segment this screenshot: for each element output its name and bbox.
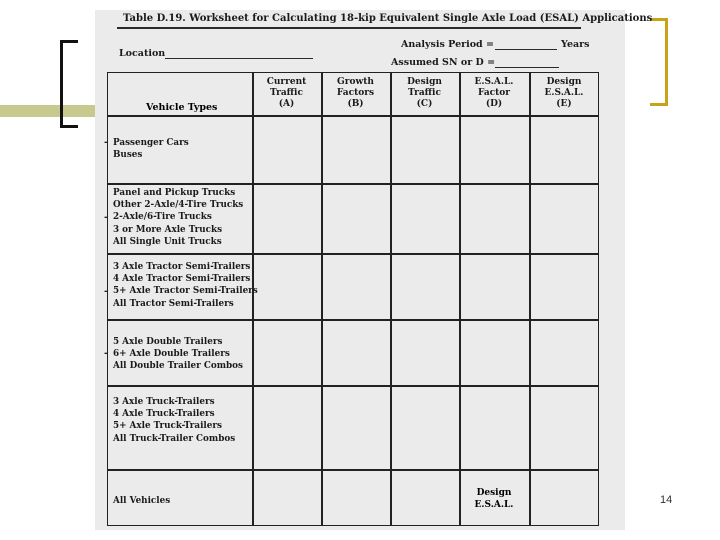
vehicle-types-header: Vehicle Types xyxy=(146,102,218,113)
row-divider xyxy=(108,469,598,471)
location-line xyxy=(165,58,313,59)
right-bracket-decoration xyxy=(650,18,668,106)
column-header-esal-factor: E.S.A.L. Factor (D) xyxy=(474,77,514,109)
col-divider xyxy=(390,73,392,525)
all-vehicles-label: All Vehicles xyxy=(113,496,171,506)
row-group-single-unit-trucks: - Panel and Pickup Trucks Other 2-Axle/4-Tire Trucks 2-Axle/6-Tire Trucks 3 or More Axle Trucks All Single Unit Trucks xyxy=(104,188,244,247)
header-divider xyxy=(108,115,598,117)
row-divider xyxy=(108,183,598,185)
column-header-current-traffic: Current Traffic (A) xyxy=(266,77,307,109)
design-esal-total-label: Design E.S.A.L. xyxy=(474,488,514,510)
col-divider xyxy=(321,73,323,525)
analysis-period-unit: Years xyxy=(561,39,590,50)
assumed-sn-line xyxy=(495,67,559,68)
row-group-tractor-semi-trailers: - 3 Axle Tractor Semi-Trailers 4 Axle Tractor Semi-Trailers 5+ Axle Tractor Semi-Trailers All Tractor Semi-Trailers xyxy=(104,262,258,309)
col-divider xyxy=(529,73,531,525)
olive-accent-bar xyxy=(0,105,98,117)
col-divider xyxy=(459,73,461,525)
location-label: Location xyxy=(119,48,166,59)
margin-mark: - xyxy=(104,212,109,223)
left-bracket-decoration xyxy=(60,40,78,128)
margin-mark: - xyxy=(104,348,109,359)
scanned-worksheet xyxy=(95,10,653,530)
margin-mark: - xyxy=(104,286,109,297)
analysis-period-label: Analysis Period = xyxy=(401,39,494,50)
row-group-truck-trailers: 3 Axle Truck-Trailers 4 Axle Truck-Trailers 5+ Axle Truck-Trailers All Truck-Trailer Combos xyxy=(113,397,236,444)
row-group-passenger-buses: - Passenger Cars Buses xyxy=(104,137,189,161)
slide-page-number: 14 xyxy=(660,494,673,506)
assumed-sn-label: Assumed SN or D = xyxy=(391,57,496,68)
row-divider xyxy=(108,253,598,255)
title-underline xyxy=(117,27,581,29)
row-group-double-trailers: - 5 Axle Double Trailers 6+ Axle Double Trailers All Double Trailer Combos xyxy=(104,337,243,372)
worksheet-grid xyxy=(104,72,599,526)
analysis-period-line xyxy=(495,49,557,50)
row-divider xyxy=(108,385,598,387)
margin-mark: - xyxy=(104,137,109,148)
column-header-design-esal: Design E.S.A.L. (E) xyxy=(544,77,584,109)
column-header-design-traffic: Design Traffic (C) xyxy=(407,77,442,109)
row-divider xyxy=(108,319,598,321)
column-header-growth-factors: Growth Factors (B) xyxy=(336,77,375,109)
worksheet-title: Table D.19. Worksheet for Calculating 18-kip Equivalent Single Axle Load (ESAL) Applications xyxy=(123,13,653,24)
